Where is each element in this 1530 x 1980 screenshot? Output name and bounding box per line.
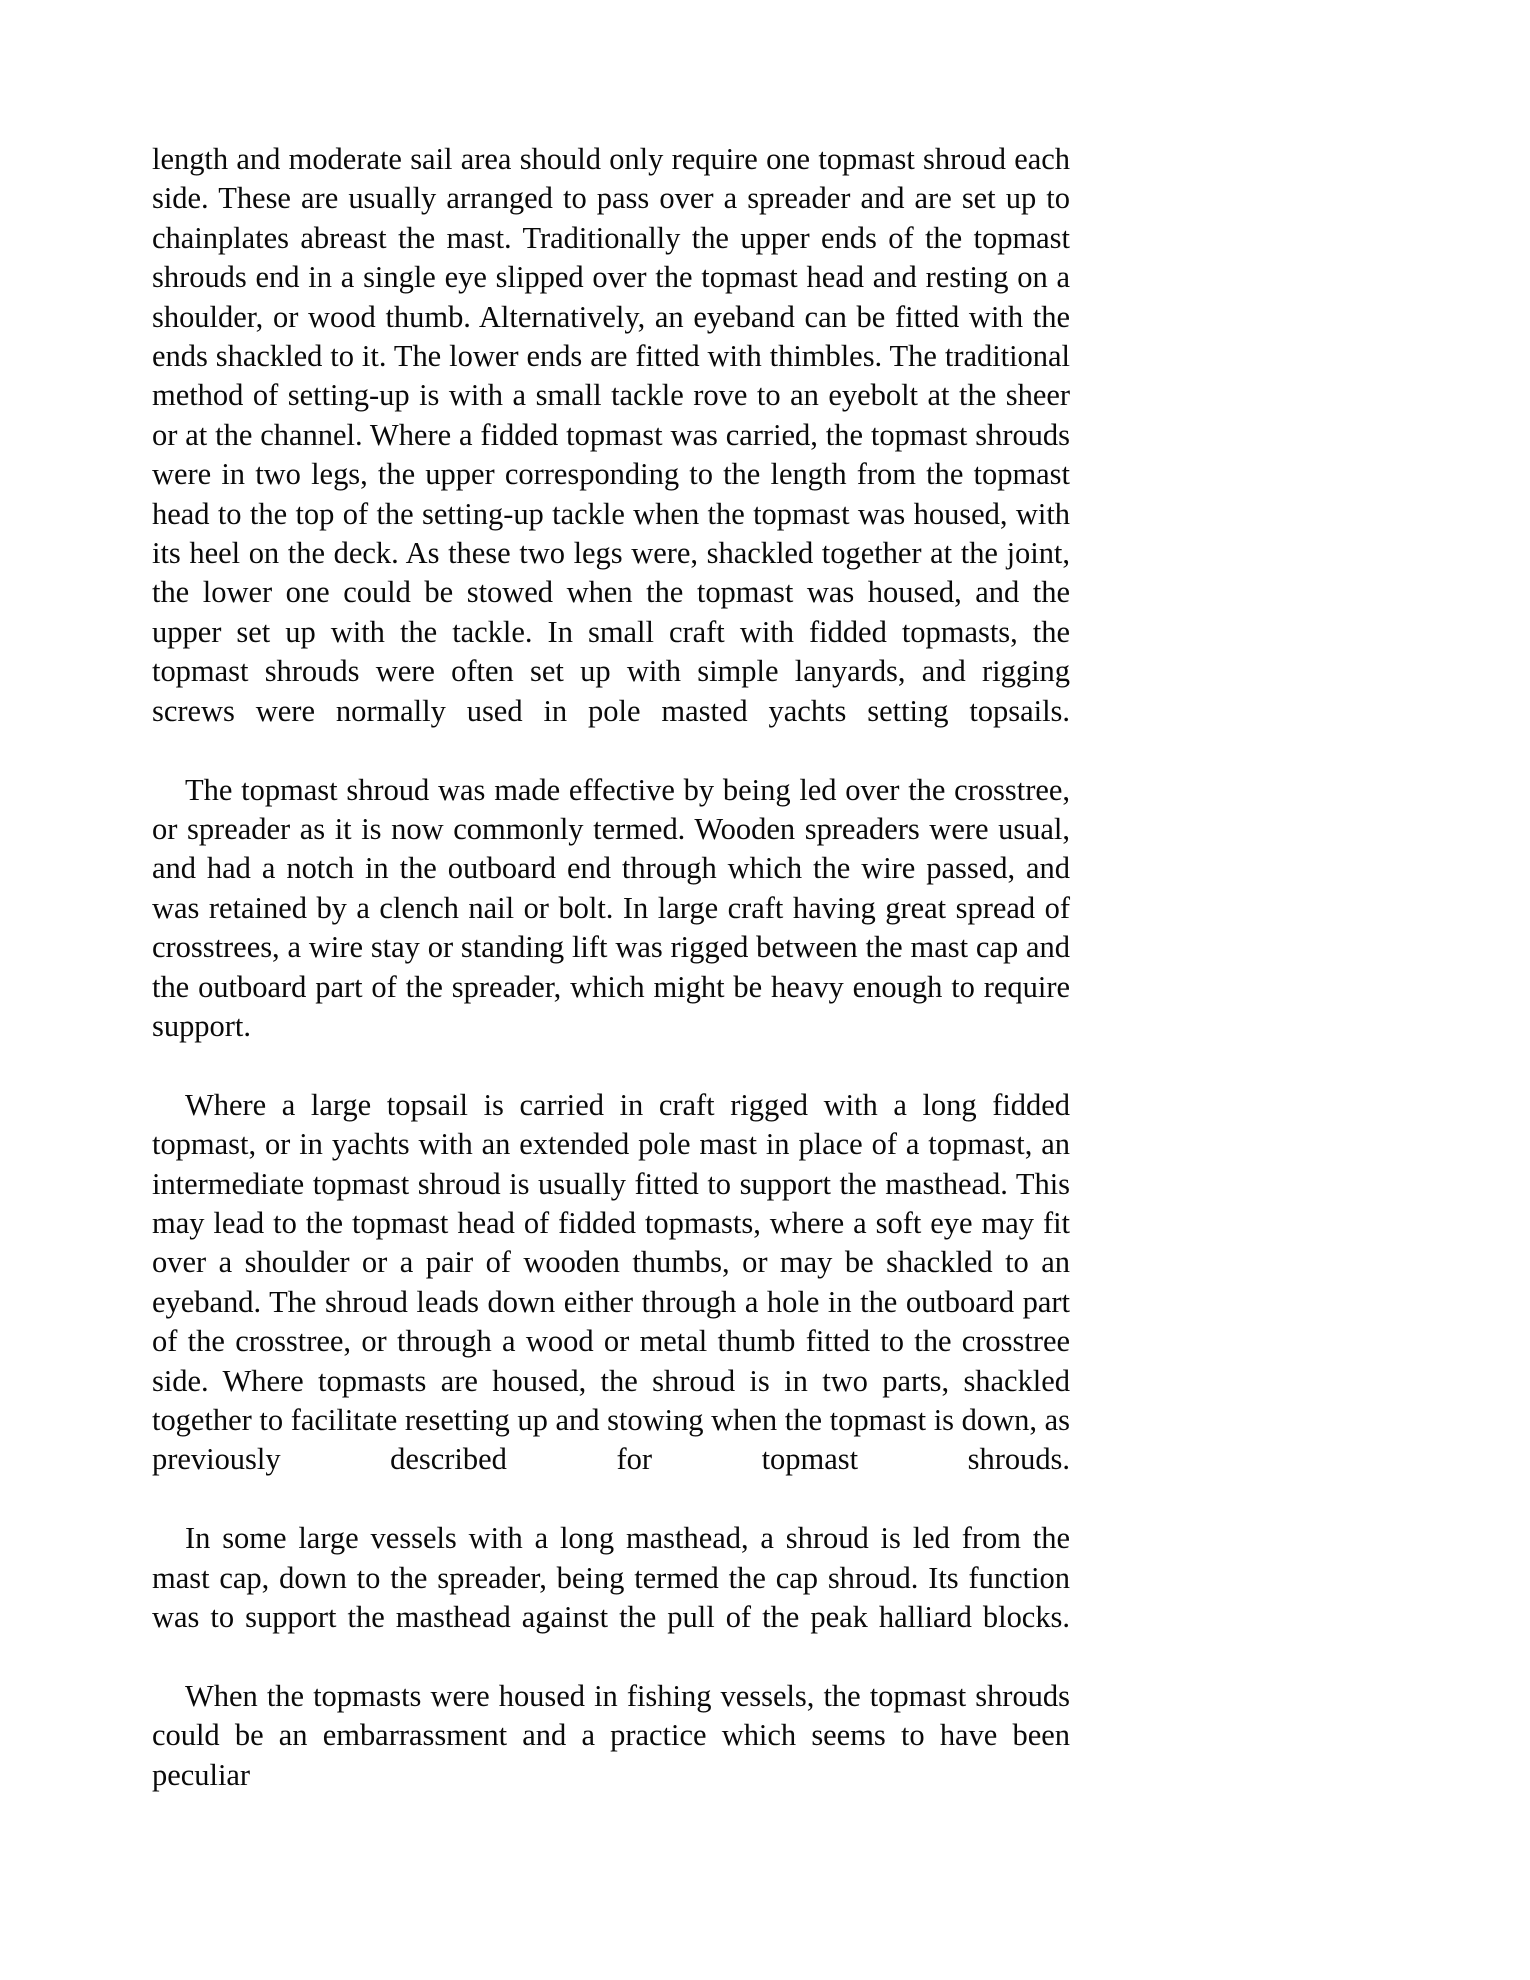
paragraph-2: The topmast shroud was made effective by being led over the crosstree, or spreader as it is now commonly termed. Wooden spreaders were usual, and had a notch in the outboard end through which the wire passed, and was retained by a clench nail or bolt. In large craft having great spread of crosstrees, a wire stay or standing lift was rigged between the mast cap and the outboard part of the spreader, which might be heavy enough to require support. [152, 772, 1070, 1043]
paragraph-1: length and moderate sail area should only require one topmast shroud each side. These are usually arranged to pass over a spreader and are set up to chainplates abreast the mast. Traditionally the upper ends of the topmast shrouds end in a single eye slipped over the topmast head and resting on a shoulder, or wood thumb. Alternatively, an eyeband can be fitted with the ends shackled to it. The lower ends are fitted with thimbles. The traditional method of setting-up is with a small tackle rove to an eyebolt at the sheer or at the channel. Where a fidded topmast was carried, the topmast shrouds were in two legs, the upper corresponding to the length from the topmast head to the top of the setting-up tackle when the topmast was housed, with its heel on the deck. As these two legs were, shackled together at the joint, the lower one could be stowed when the topmast was housed, and the upper set up with the tackle. In small craft with fidded topmasts, the topmast shrouds were often set up with simple lanyards, and rigging screws were normally used in pole masted yachts setting topsails. [152, 142, 1070, 728]
paragraph-3: Where a large topsail is carried in craft rigged with a long fidded topmast, or in yachts with an extended pole mast in place of a topmast, an intermediate topmast shroud is usually fitted to support the masthead. This may lead to the topmast head of fidded topmasts, where a soft eye may fit over a shoulder or a pair of wooden thumbs, or may be shackled to an eyeband. The shroud leads down either through a hole in the outboard part of the crosstree, or through a wood or metal thumb fitted to the crosstree side. Where topmasts are housed, the shroud is in two parts, shackled together to facilitate resetting up and stowing when the topmast is down, as previously described for topmast shrouds. [152, 1087, 1070, 1477]
paragraph-4: In some large vessels with a long masthead, a shroud is led from the mast cap, down to the spreader, being termed the cap shroud. Its function was to support the masthead against the pull of the peak halliard blocks. [152, 1521, 1070, 1635]
body-text-block [152, 140, 1070, 1834]
paragraph-5: When the topmasts were housed in fishing vessels, the topmast shrouds could be an embarrassment and a practice which seems to have been peculiar [152, 1678, 1070, 1792]
